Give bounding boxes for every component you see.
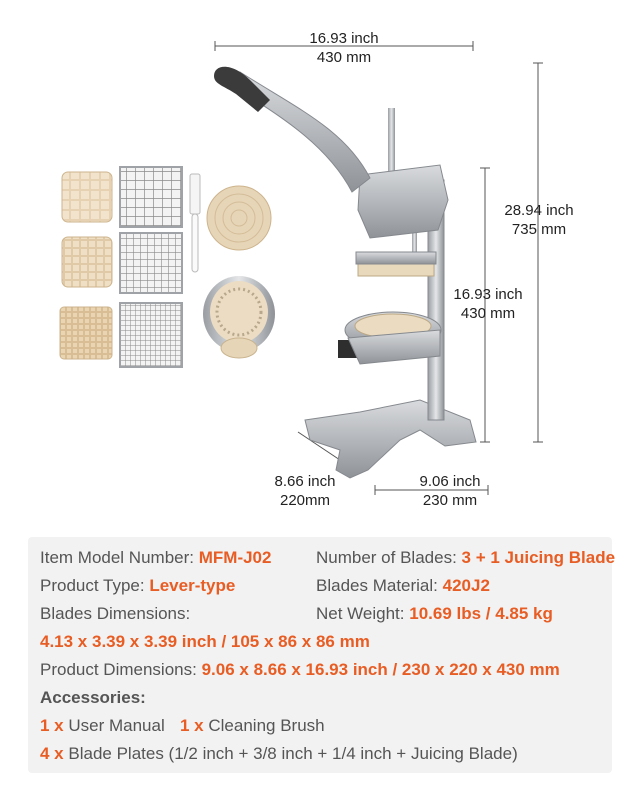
product-dimensions-label: Product Dimensions: xyxy=(40,660,197,679)
net-weight-value: 10.69 lbs / 4.85 kg xyxy=(409,604,553,623)
accessory-blade-plates-qty: 4 x xyxy=(40,744,64,763)
height-mm: 735 mm xyxy=(511,221,567,238)
accessory-blade-plates-name: Blade Plates (1/2 inch + 3/8 inch + 1/4 inch + Juicing Blade) xyxy=(68,744,518,763)
product-dimensions-value: 9.06 x 8.66 x 16.93 inch / 230 x 220 x 430 mm xyxy=(201,660,560,679)
blade-plate-small xyxy=(120,303,182,367)
juicing-bowl-icon xyxy=(203,276,275,358)
mid-height-mm: 430 mm xyxy=(460,305,516,322)
cut-sample-large xyxy=(62,172,112,222)
width-inch: 16.93 inch xyxy=(309,30,379,47)
accessory-cleaning-brush-qty: 1 x xyxy=(180,716,204,735)
base-width-mm: 230 mm xyxy=(422,492,478,509)
accessories-heading: Accessories: xyxy=(40,688,146,707)
accessory-user-manual-qty: 1 x xyxy=(40,716,64,735)
product-type-value: Lever-type xyxy=(149,576,236,595)
model-number-label: Item Model Number: xyxy=(40,548,194,567)
mid-height-dimension-label xyxy=(444,285,532,323)
width-mm: 430 mm xyxy=(316,49,372,66)
mid-height-inch: 16.93 inch xyxy=(453,286,523,303)
product-dimensions-row xyxy=(40,660,560,680)
width-dimension-label xyxy=(294,29,394,67)
product-type-row xyxy=(40,576,235,596)
number-of-blades-value: 3 + 1 Juicing Blade xyxy=(461,548,616,567)
base-width-dimension-label xyxy=(405,472,495,510)
depth-mm: 220mm xyxy=(279,492,331,509)
depth-inch: 8.66 inch xyxy=(274,473,336,490)
net-weight-row xyxy=(316,604,553,624)
cut-sample-medium xyxy=(62,237,112,287)
height-dimension-label xyxy=(494,201,584,239)
model-number-value: MFM-J02 xyxy=(198,548,272,567)
base-width-inch: 9.06 inch xyxy=(419,473,481,490)
accessory-blade-plates xyxy=(40,744,518,764)
height-inch: 28.94 inch xyxy=(504,202,574,219)
cut-sample-small xyxy=(60,307,112,359)
blades-dimensions-value: 4.13 x 3.39 x 3.39 inch / 105 x 86 x 86 mm xyxy=(40,632,370,651)
blades-material-value: 420J2 xyxy=(442,576,490,595)
accessory-user-manual-name: User Manual xyxy=(68,716,165,735)
accessory-cleaning-brush xyxy=(180,716,325,736)
number-of-blades-label: Number of Blades: xyxy=(316,548,457,567)
model-number-row xyxy=(40,548,271,568)
blades-dimensions-label: Blades Dimensions: xyxy=(40,604,191,623)
blade-plate-large xyxy=(120,167,182,227)
blade-accessories xyxy=(60,167,275,367)
blades-material-label: Blades Material: xyxy=(316,576,438,595)
press-machine xyxy=(214,67,476,478)
blade-plate-medium xyxy=(120,233,182,293)
number-of-blades-row xyxy=(316,548,615,568)
depth-dimension-label xyxy=(262,472,348,510)
specifications-panel xyxy=(28,537,616,773)
juicing-disc-icon xyxy=(207,186,271,250)
blades-material-row xyxy=(316,576,490,596)
net-weight-label: Net Weight: xyxy=(316,604,405,623)
cleaning-brush-icon xyxy=(190,174,200,272)
accessory-user-manual xyxy=(40,716,165,736)
product-type-label: Product Type: xyxy=(40,576,145,595)
accessory-cleaning-brush-name: Cleaning Brush xyxy=(208,716,325,735)
